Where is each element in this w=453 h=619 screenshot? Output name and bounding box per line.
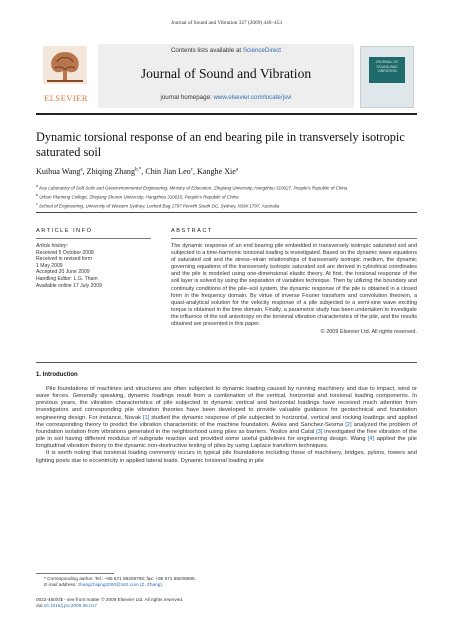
history-label: Article history: [36, 243, 68, 249]
author-affil-marker: a [80, 167, 83, 173]
sciencedirect-link[interactable]: ScienceDirect [242, 47, 282, 54]
history-line: 1 May 2009 [36, 262, 63, 269]
text-run: applied the pile longitudinal vibration theory to the dynamic non-destructive testing of piles by using Laplace transform techniques. [36, 436, 417, 450]
article-info-rule [36, 238, 151, 239]
affiliation [36, 192, 417, 201]
citation-link[interactable]: [2] [345, 421, 352, 428]
text-run: Pile foundations of machines and structures are often subjected to dynamic loading caused by running machinery and due to impact, wind or wave forces. Generally speaking, dynamic loadings result from a combination of the vertical, horizontal and torsional loading components. In previous years, the vibration characteristics of pile subjected to dynamic vertical and horizontal loadings have received much attention from investigators and corresponding pile vibration theories have been developed to provide valuable guidance for geotechnical and foundation engineering design. For instance, Novak [36, 386, 417, 421]
email-label: E-mail address: [44, 582, 77, 588]
elsevier-tree-icon [43, 46, 87, 84]
footnote-marker: * [44, 576, 46, 581]
article-info [36, 228, 151, 289]
citation-link[interactable]: [4] [367, 436, 375, 443]
imprint-line: 0022-460X/$ - see front matter © 2009 Elsevier Ltd. All rights reserved. [36, 597, 184, 602]
journal-masthead [36, 44, 417, 108]
abstract-bottom-rule [36, 362, 417, 363]
text-run: studied the dynamic response of pile subjected to horizontal, vertical and rocking loadings and applied the corresponding theory to predict the vibration characteristic of the machine foundation. Aviles and Sanchez-Sesma [36, 414, 418, 428]
abstract-rule [171, 238, 417, 239]
abstract-text: The dynamic response of an end bearing pile embedded in transversely isotropic saturated soil and subjected to a time-harmonic torsional loading is investigated. Based on the dynamic wave equations of saturated soil and the stress–strain relationships of transversely isotropic medium, the dynamic governing equations of the transversely isotropic saturated soil are derived in cylindrical coordinates and the pile is modeled using one-dimensional elastic theory. At first, the torsional response of the soil layer is solved by using the separation of variables technique. Then by utilizing the boundary and continuity conditions of the pile–soil system, the dynamic response of the pile is obtained in a closed form in the frequency domain. By virtue of inverse Fourier transform and convolution theorem, a quasi-analytical solution for the velocity response of a pile subjected to a semi-sine wave exciting torque is obtained in the time domain. Finally, a parametric study has been undertaken to investigate the influence of the soil anisotropy on the torsional vibration characteristics of the pile, and the results obtained are presented in this paper. [171, 243, 417, 328]
contents-prefix: Contents lists available at [170, 47, 242, 54]
abstract [171, 228, 417, 335]
text-run: investigated the free vibration of the pile in soil having different modulus of subgrade reaction and provided some useful guidelines for engineering design. Wang [36, 428, 418, 443]
affiliation-marker: b [36, 193, 38, 197]
paragraph [36, 386, 417, 450]
history-line: Received in revised form [36, 256, 93, 263]
affiliation-marker: c [36, 202, 38, 206]
author-name[interactable]: Kuihua Wang [36, 167, 81, 176]
journal-title: Journal of Sound and Vibration [140, 66, 312, 81]
abstract-heading: ABSTRACT [171, 228, 213, 234]
history-line: Available online 17 July 2009 [36, 282, 102, 289]
article-info-heading: ARTICLE INFO [36, 228, 93, 234]
cover-title: JOURNAL OF SOUND AND VIBRATION [369, 57, 405, 83]
author-name[interactable]: Chin Jian Leo [145, 167, 191, 176]
affiliations [36, 183, 417, 210]
homepage-prefix: journal homepage: [160, 94, 212, 101]
elsevier-logo[interactable] [36, 44, 94, 108]
affiliation-text: School of Engineering, University of Western Sydney, Locked Bag 1797 Penrith South DC, Sydney, NSW 1797, Australia [39, 203, 280, 209]
author-name[interactable]: Kanghe Xie [197, 167, 236, 176]
author-list: Kuihua Wang$^a$, Zhiqing Zhang$^{b,*}$, Chin Jian Leo$^c$, Kanghe Xie$^a$ [36, 167, 239, 176]
abstract-copyright: © 2009 Elsevier Ltd. All rights reserved. [320, 329, 417, 336]
header-rule [36, 212, 417, 213]
history-line: Accepted 20 June 2009 [36, 269, 90, 276]
doi-prefix: doi: [36, 603, 44, 609]
affiliation [36, 201, 417, 210]
citation-link[interactable]: [3] [316, 428, 323, 435]
journal-cover-thumbnail[interactable] [360, 46, 414, 108]
author-affil-marker: b,* [135, 167, 142, 173]
contents-line [98, 47, 354, 54]
text-run: analyzed the problem of foundation isolation from vibrations generated in the neighborhood using piles as barriers. Yesilce and Catal [36, 421, 417, 435]
homepage-link[interactable]: www.elsevier.com/locate/jsvi [213, 94, 292, 101]
imprint-doi [36, 603, 336, 609]
section-heading-introduction: 1. Introduction [36, 372, 78, 378]
affiliation-marker: a [36, 184, 38, 188]
affiliation-text: Key Laboratory of Soft Soils and Geoenvironmental Engineering, Ministry of Education, Zhejiang University, Hangzhou 310027, People's Republic of China [39, 185, 348, 191]
paragraph: It is worth noting that torsional loading commonly occurs in typical pile foundations including those of machinery, bridges, pylons, towers and lighting posts due to eccentricity in applied lateral loads. Dynamic torsional loading in pile [36, 450, 417, 464]
running-header: Journal of Sound and Vibration 327 (2009) 440–453 [171, 20, 282, 26]
imprint [36, 597, 336, 610]
citation-link[interactable]: [1] [142, 414, 150, 421]
footnote-rule [36, 573, 114, 574]
author-affil-marker: c [190, 167, 193, 173]
affiliation-text: Urban Planning College, Zhejiang Shuren University, Hangzhou 310015, People's Republic of China [39, 194, 239, 200]
masthead-rule [36, 113, 417, 115]
affiliation [36, 183, 417, 192]
author-name[interactable]: Zhiqing Zhang [86, 167, 136, 176]
footnote [44, 576, 404, 589]
introduction-body [36, 386, 417, 465]
journal-homepage [98, 94, 354, 101]
footnote-text: Corresponding author. Tel.: +86 571 88208708; fax: +86 571 88208685. [47, 576, 196, 581]
history-line: Received 5 October 2008 [36, 249, 94, 256]
article-title: Dynamic torsional response of an end bearing pile in transversely isotropic saturated soil [36, 130, 405, 159]
elsevier-wordmark: ELSEVIER [44, 93, 88, 103]
article-history [36, 243, 151, 289]
author-affil-marker: a [235, 167, 239, 173]
doi-link[interactable]: 10.1016/j.jsv.2009.06.017 [43, 603, 97, 609]
email-link[interactable]: zhangzhiqing2000@163.com (Z. Zhang). [77, 582, 164, 588]
history-line: Handling Editor: L.G. Tham [36, 275, 98, 282]
footnote-line [44, 582, 404, 588]
masthead-center [98, 44, 354, 108]
